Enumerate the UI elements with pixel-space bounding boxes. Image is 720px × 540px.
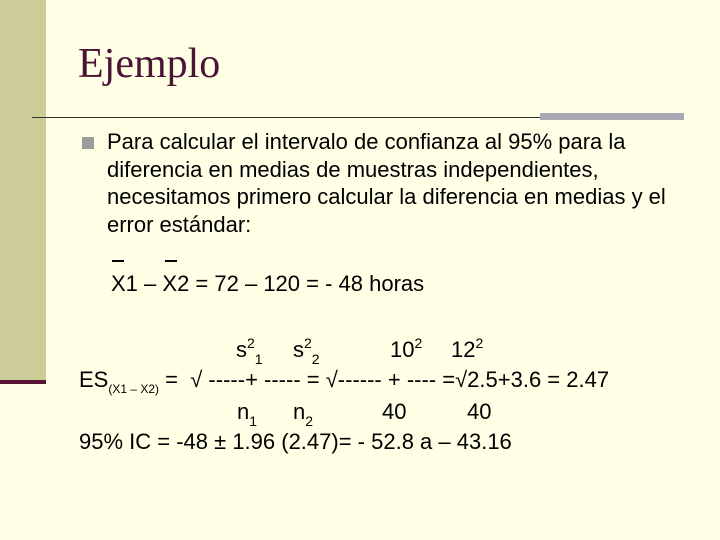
s2-base: s [293, 337, 304, 362]
bullet-square-icon [82, 137, 94, 149]
denominator-40-b: 40 [467, 399, 492, 424]
twelve-sup: 2 [475, 335, 484, 351]
confidence-interval-line: 95% IC = -48 ± 1.96 (2.47)= - 52.8 a – 43.16 [79, 429, 512, 454]
ten-sup: 2 [414, 335, 423, 351]
numerator-s2 [293, 335, 320, 367]
difference-result: = 72 – 120 = - 48 horas [189, 271, 425, 296]
title-accent-bar [540, 113, 684, 120]
twelve-base: 12 [451, 337, 476, 362]
mean-difference-line [111, 271, 424, 297]
s1-sub: 1 [254, 351, 263, 367]
x1-symbol: X1 [111, 271, 138, 296]
es-formula: = √ -----+ ----- = √------ + ---- =√2.5+3.6 = 2.47 [159, 367, 610, 392]
s1-base: s [236, 337, 247, 362]
n2-sub: 2 [305, 413, 314, 429]
denominator-n1 [237, 399, 258, 429]
s1-sup: 2 [247, 335, 255, 351]
overbar-x2 [165, 260, 177, 262]
overbar-x1 [112, 260, 124, 262]
n2-base: n [293, 399, 306, 424]
ten-base: 10 [390, 337, 415, 362]
bullet-text: Para calcular el intervalo de confianza al 95% para la diferencia en medias de muestras independientes, necesitamos primero calcular la diferencia en medias y el error estándar: [107, 129, 666, 237]
n1-sub: 1 [249, 413, 258, 429]
es-label: ES [79, 367, 109, 392]
numerator-12 [451, 337, 483, 363]
standard-error-line [79, 367, 610, 396]
side-accent-rule [0, 380, 46, 384]
slide-title: Ejemplo [78, 41, 221, 87]
s2-sup: 2 [304, 335, 312, 351]
denominator-n2 [293, 399, 314, 429]
side-band [0, 0, 46, 380]
denominator-40-a: 40 [382, 399, 407, 424]
n1-base: n [237, 399, 250, 424]
numerator-10 [390, 337, 422, 363]
numerator-s1 [236, 335, 263, 367]
x2-symbol: X2 [162, 271, 190, 296]
minus-sign: – [137, 271, 163, 296]
s2-sub: 2 [311, 351, 320, 367]
es-subscript: (X1 – X2) [108, 382, 160, 396]
